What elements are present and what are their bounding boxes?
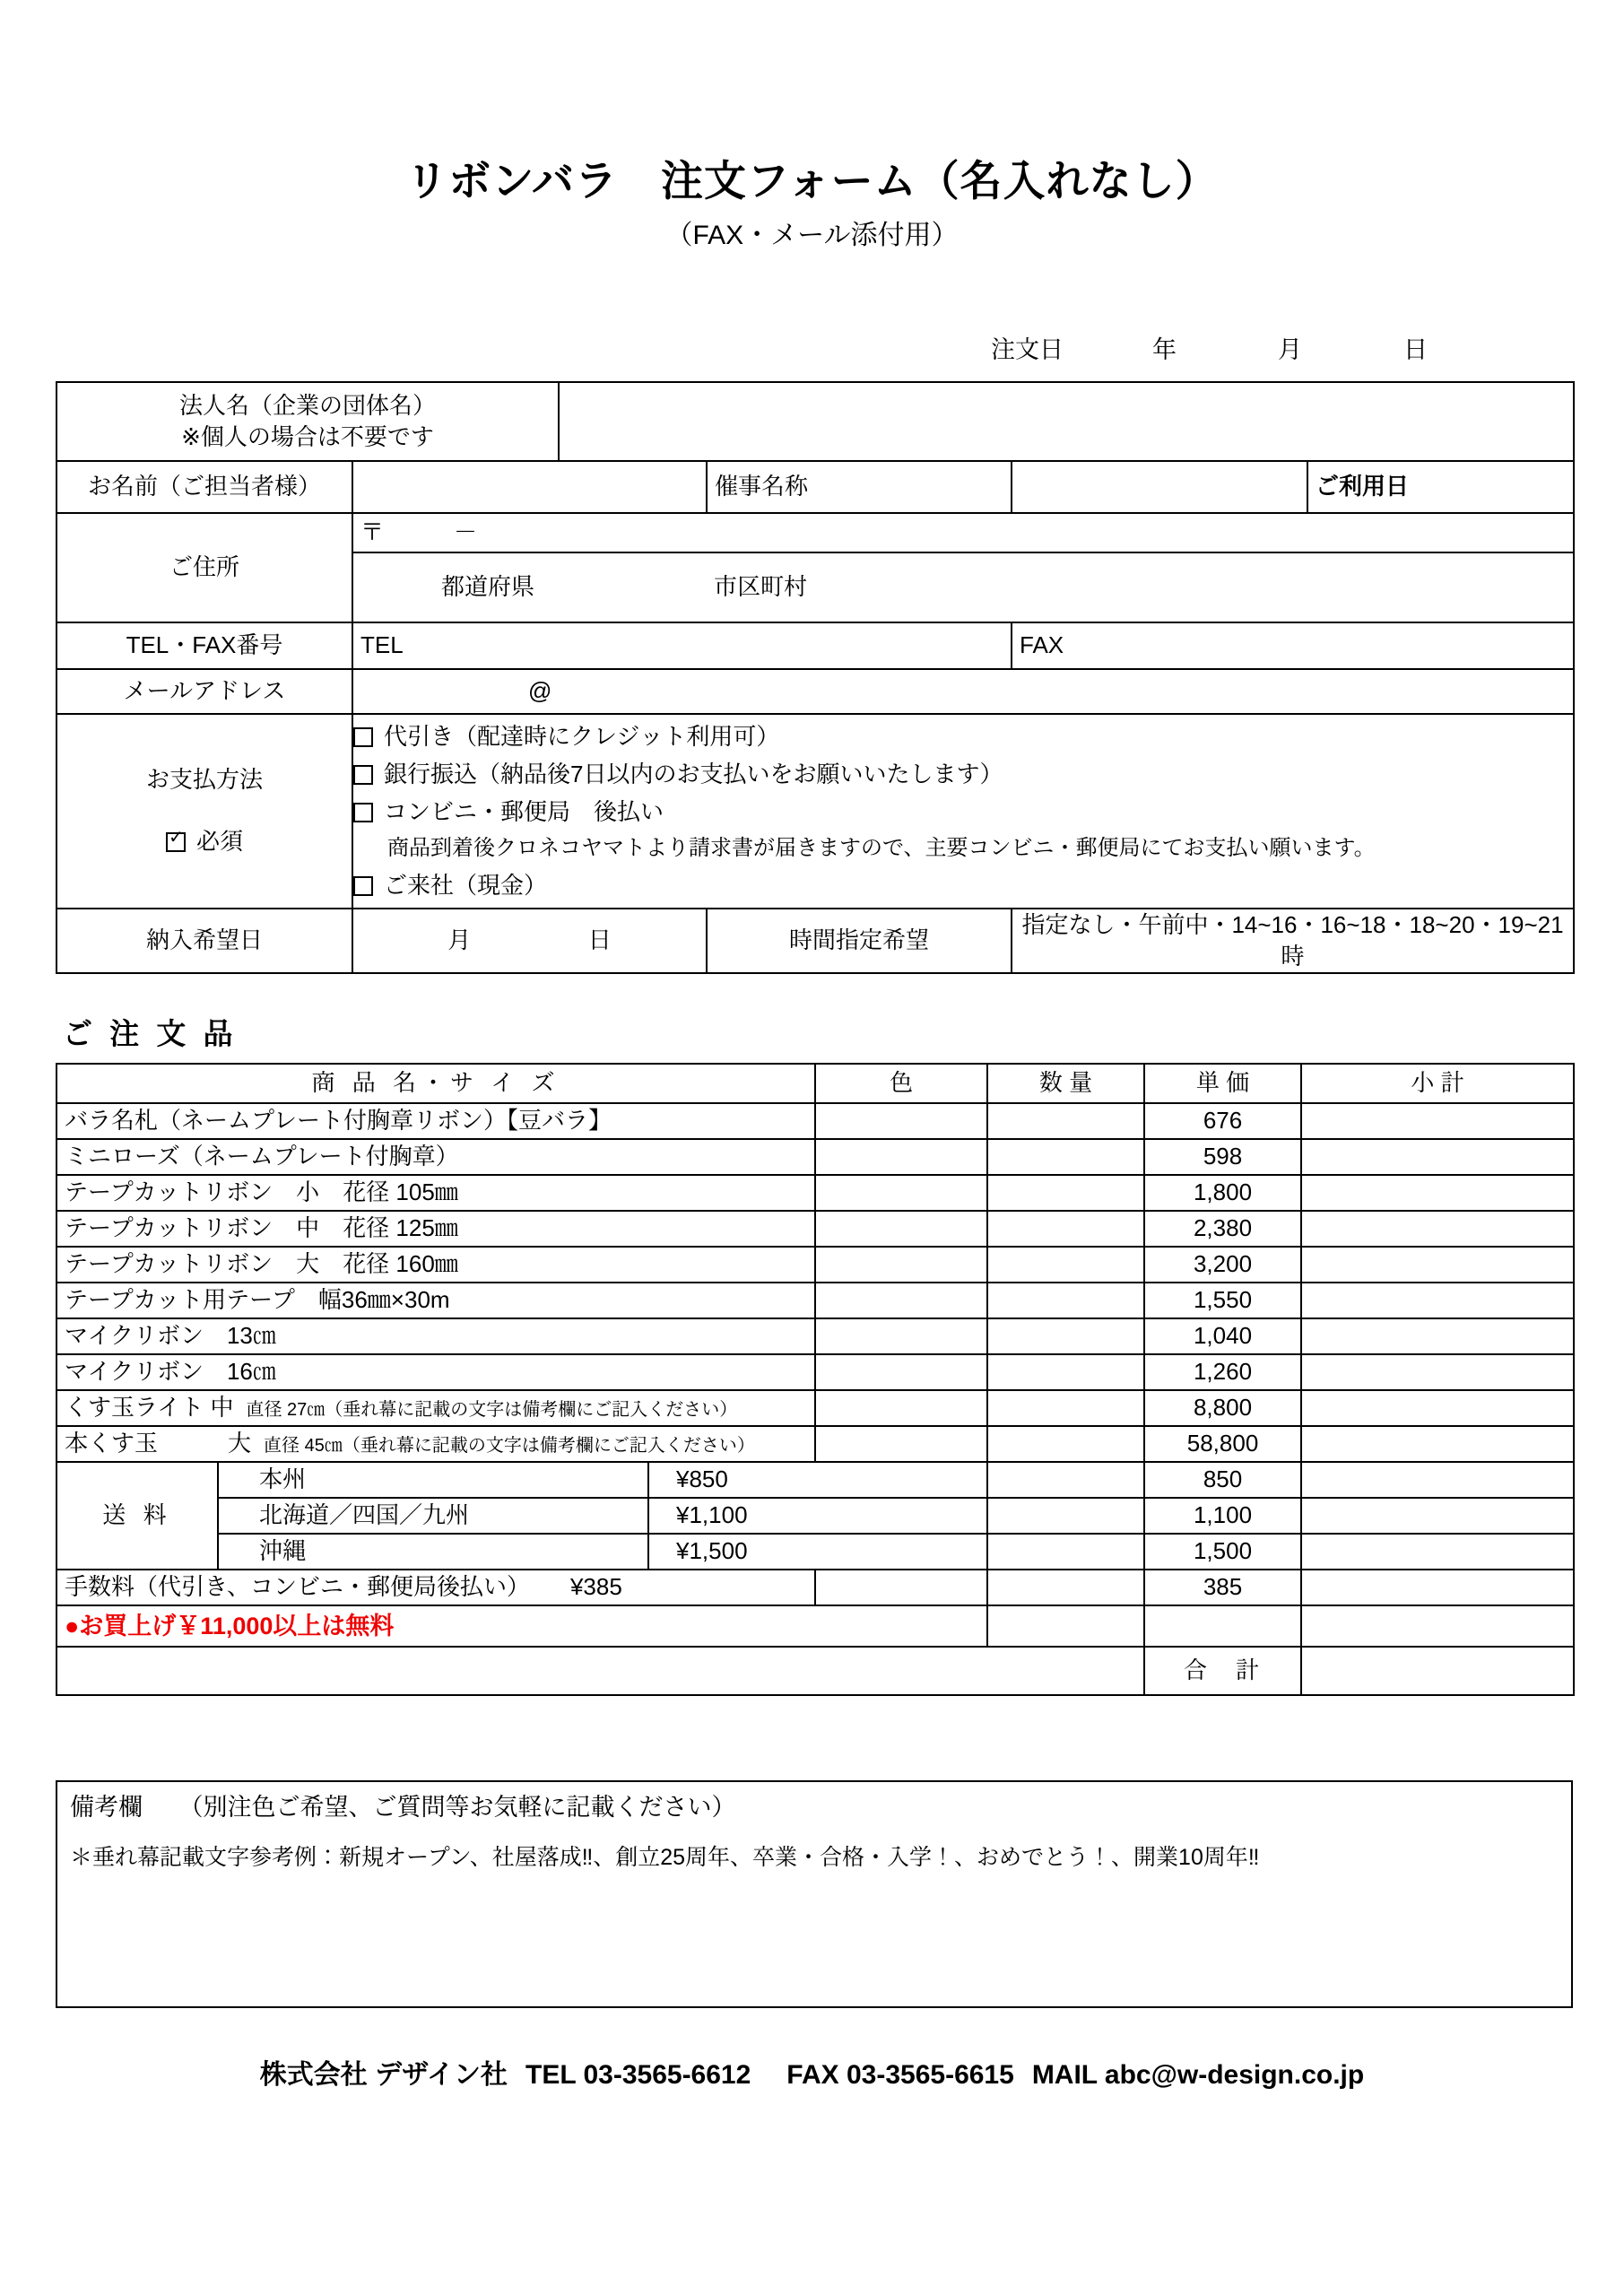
item-unitprice: 1,260 [1144, 1354, 1301, 1390]
address-city-hint: 市区町村 [714, 573, 808, 601]
item-unitprice: 2,380 [1144, 1211, 1301, 1247]
item-subtotal[interactable] [1301, 1103, 1574, 1139]
shipping-unitprice: 1,100 [1144, 1498, 1301, 1534]
table-row-item [56, 1283, 1574, 1318]
item-unitprice: 3,200 [1144, 1247, 1301, 1283]
item-name-sub: 直径 45㎝（垂れ幕に記載の文字は備考欄にご記入ください） [264, 1436, 755, 1457]
shipping-region: 北海道／四国／九州 [218, 1498, 648, 1534]
table-row-item [56, 1390, 1574, 1426]
order-date-year[interactable]: 年 [1152, 336, 1177, 363]
table-row-remarks [56, 1781, 1572, 2007]
shipping-qty[interactable] [987, 1534, 1144, 1570]
column-header-product: 商 品 名・サ イ ズ [56, 1064, 815, 1103]
order-date-label: 注文日 [991, 336, 1064, 363]
footer-company-name: 株式会社 デザイン社 [259, 2060, 508, 2090]
payment-options-cell [352, 714, 1574, 909]
order-date-line [991, 330, 1529, 365]
order-date-month[interactable]: 月 [1278, 336, 1302, 363]
table-row-item [56, 1318, 1574, 1354]
payment-label: お支払方法 [145, 766, 263, 794]
item-color[interactable] [815, 1426, 987, 1462]
column-header-qty: 数 量 [987, 1064, 1144, 1103]
event-name-label: 催事名称 [707, 461, 1012, 513]
table-row-item [56, 1211, 1574, 1247]
delivery-time-options[interactable]: 指定なし・午前中・14~16・16~18・18~20・19~21時 [1012, 909, 1574, 973]
table-row-delivery-date [56, 909, 1574, 973]
table-header-row [56, 1064, 1574, 1103]
payment-option-bank-transfer[interactable]: 銀行振込（納品後7日以内のお支払いをお願いいたします） [353, 759, 1573, 790]
item-color[interactable] [815, 1354, 987, 1390]
item-subtotal[interactable] [1301, 1247, 1574, 1283]
item-subtotal[interactable] [1301, 1426, 1574, 1462]
fee-subtotal[interactable] [1301, 1570, 1574, 1605]
item-color[interactable] [815, 1247, 987, 1283]
delivery-month: 月 [447, 926, 472, 954]
person-name-label: お名前（ご担当者様） [56, 461, 352, 513]
email-at-symbol: @ [528, 677, 552, 705]
item-qty[interactable] [987, 1283, 1144, 1318]
address-field[interactable] [352, 552, 1574, 622]
table-row-free-notice [56, 1605, 1574, 1647]
item-color[interactable] [815, 1211, 987, 1247]
notice-unitprice[interactable] [1144, 1605, 1301, 1647]
item-name: テープカットリボン 中 花径 125㎜ [56, 1211, 815, 1247]
item-unitprice: 1,550 [1144, 1283, 1301, 1318]
order-items-table [56, 1063, 1575, 1696]
item-qty[interactable] [987, 1318, 1144, 1354]
item-name: バラ名札（ネームプレート付胸章リボン）【豆バラ】 [56, 1103, 815, 1139]
telfax-label: TEL・FAX番号 [56, 622, 352, 669]
item-name-main: 本くす玉 大 [65, 1430, 252, 1457]
footer-mail: MAIL abc@w-design.co.jp [1031, 2060, 1365, 2090]
shipping-yen: ¥1,100 [648, 1498, 987, 1534]
address-label: ご住所 [56, 513, 352, 622]
item-unitprice: 676 [1144, 1103, 1301, 1139]
item-name-sub: 直径 27㎝（垂れ幕に記載の文字は備考欄にご記入ください） [246, 1400, 738, 1421]
event-name-field[interactable] [1012, 461, 1307, 513]
fee-qty[interactable] [987, 1570, 1144, 1605]
item-subtotal[interactable] [1301, 1318, 1574, 1354]
table-row-postal-code [56, 513, 1574, 552]
item-qty[interactable] [987, 1390, 1144, 1426]
shipping-region: 沖縄 [218, 1534, 648, 1570]
page-title: リボンバラ 注文フォーム（名入れなし） [405, 157, 1219, 204]
item-qty[interactable] [987, 1139, 1144, 1175]
footer-contact [0, 2052, 1624, 2092]
order-date-day[interactable]: 日 [1403, 336, 1428, 363]
checkbox-icon[interactable] [353, 727, 373, 747]
item-subtotal[interactable] [1301, 1139, 1574, 1175]
shipping-label: 送 料 [56, 1462, 218, 1570]
payment-konbini-note: 商品到着後クロネコヤマトより請求書が届きますので、主要コンビニ・郵便局にてお支払い願います。 [387, 836, 1376, 861]
shipping-qty[interactable] [987, 1462, 1144, 1498]
shipping-unitprice: 850 [1144, 1462, 1301, 1498]
checkbox-icon[interactable] [353, 803, 373, 822]
items-section-heading: ご 注 文 品 [63, 1017, 238, 1050]
use-date-label: ご利用日 [1307, 461, 1574, 513]
fax-field[interactable]: FAX [1012, 622, 1574, 669]
table-row-corporate-name [56, 382, 1574, 461]
table-row-item [56, 1175, 1574, 1211]
table-row-person-name [56, 461, 1574, 513]
item-name: マイクリボン 16㎝ [56, 1354, 815, 1390]
tel-field[interactable]: TEL [352, 622, 1012, 669]
remarks-label: 備考欄 （別注色ご希望、ご質問等お気軽に記載ください） [70, 1794, 736, 1821]
corporate-name-label: 法人名（企業の団体名） ※個人の場合は不要です [56, 382, 559, 461]
item-color[interactable] [815, 1318, 987, 1354]
payment-label-cell [56, 714, 352, 909]
notice-subtotal[interactable] [1301, 1605, 1574, 1647]
delivery-day: 日 [587, 926, 612, 954]
item-unitprice: 58,800 [1144, 1426, 1301, 1462]
item-color[interactable] [815, 1175, 987, 1211]
remarks-example: ＊垂れ幕記載文字参考例：新規オープン、社屋落成‼、創立25周年、卒業・合格・入学！、おめでとう！、開業10周年‼ [70, 1845, 1260, 1871]
item-name: マイクリボン 13㎝ [56, 1318, 815, 1354]
column-header-unitprice: 単 価 [1144, 1064, 1301, 1103]
table-row-item [56, 1139, 1574, 1175]
fee-label: 手数料（代引き、コンビニ・郵便局後払い） [65, 1573, 530, 1601]
column-header-color: 色 [815, 1064, 987, 1103]
shipping-subtotal[interactable] [1301, 1534, 1574, 1570]
table-row-telfax [56, 622, 1574, 669]
shipping-yen: ¥1,500 [648, 1534, 987, 1570]
total-blank [56, 1647, 1144, 1695]
delivery-date-field[interactable] [352, 909, 707, 973]
item-name [56, 1426, 815, 1462]
delivery-time-label: 時間指定希望 [707, 909, 1012, 973]
fee-color[interactable] [815, 1570, 987, 1605]
table-row-total [56, 1647, 1574, 1695]
email-field[interactable] [352, 669, 1574, 714]
table-row-shipping [56, 1498, 1574, 1534]
page-subtitle: （FAX・メール添付用） [665, 221, 959, 250]
table-row-payment [56, 714, 1574, 909]
item-qty[interactable] [987, 1354, 1144, 1390]
footer-tel: TEL 03-3565-6612 [525, 2060, 751, 2090]
payment-option-konbini[interactable]: コンビニ・郵便局 後払い [353, 796, 1573, 828]
item-unitprice: 1,040 [1144, 1318, 1301, 1354]
item-qty[interactable] [987, 1103, 1144, 1139]
item-name: テープカットリボン 大 花径 160㎜ [56, 1247, 815, 1283]
table-row-item [56, 1247, 1574, 1283]
checkbox-icon[interactable] [353, 876, 373, 896]
footer-fax: FAX 03-3565-6615 [786, 2060, 1014, 2090]
shipping-yen: ¥850 [648, 1462, 987, 1498]
table-row-shipping [56, 1462, 1574, 1498]
item-qty[interactable] [987, 1247, 1144, 1283]
item-color[interactable] [815, 1283, 987, 1318]
free-shipping-notice: ●お買上げ￥11,000以上は無料 [56, 1605, 987, 1647]
table-row-shipping [56, 1534, 1574, 1570]
remarks-table [56, 1780, 1573, 2008]
item-name: ミニローズ（ネームプレート付胸章） [56, 1139, 815, 1175]
fee-unitprice: 385 [1144, 1570, 1301, 1605]
remarks-cell[interactable] [56, 1781, 1572, 2007]
item-qty[interactable] [987, 1211, 1144, 1247]
item-name: テープカットリボン 小 花径 105㎜ [56, 1175, 815, 1211]
corporate-name-field[interactable] [559, 382, 1574, 461]
item-unitprice: 1,800 [1144, 1175, 1301, 1211]
person-name-field[interactable] [352, 461, 707, 513]
table-row-item [56, 1354, 1574, 1390]
required-checkbox-icon [166, 832, 186, 852]
email-label: メールアドレス [56, 669, 352, 714]
total-value[interactable] [1301, 1647, 1574, 1695]
item-qty[interactable] [987, 1426, 1144, 1462]
shipping-unitprice: 1,500 [1144, 1534, 1301, 1570]
shipping-qty[interactable] [987, 1498, 1144, 1534]
item-subtotal[interactable] [1301, 1175, 1574, 1211]
table-row-email [56, 669, 1574, 714]
checkbox-icon[interactable] [353, 765, 373, 785]
fee-yen: ¥385 [569, 1573, 622, 1601]
shipping-region: 本州 [218, 1462, 648, 1498]
table-row-handling-fee [56, 1570, 1574, 1605]
shipping-subtotal[interactable] [1301, 1462, 1574, 1498]
item-subtotal[interactable] [1301, 1354, 1574, 1390]
notice-qty[interactable] [987, 1605, 1144, 1647]
item-color[interactable] [815, 1103, 987, 1139]
payment-option-cod[interactable]: 代引き（配達時にクレジット利用可） [353, 721, 1573, 752]
total-label: 合 計 [1144, 1647, 1301, 1695]
item-unitprice: 598 [1144, 1139, 1301, 1175]
payment-required: ✓必須 [57, 826, 352, 857]
delivery-date-label: 納入希望日 [56, 909, 352, 973]
item-name [56, 1390, 815, 1426]
item-qty[interactable] [987, 1175, 1144, 1211]
item-subtotal[interactable] [1301, 1390, 1574, 1426]
item-color[interactable] [815, 1139, 987, 1175]
item-color[interactable] [815, 1390, 987, 1426]
item-subtotal[interactable] [1301, 1211, 1574, 1247]
item-subtotal[interactable] [1301, 1283, 1574, 1318]
column-header-subtotal: 小 計 [1301, 1064, 1574, 1103]
item-unitprice: 8,800 [1144, 1390, 1301, 1426]
table-row-item [56, 1426, 1574, 1462]
item-name: テープカット用テープ 幅36㎜×30m [56, 1283, 815, 1318]
payment-option-visit-cash[interactable]: ご来社（現金） [353, 870, 1573, 901]
fee-label-cell [56, 1570, 815, 1605]
customer-info-table [56, 381, 1575, 974]
table-row-item [56, 1103, 1574, 1139]
shipping-subtotal[interactable] [1301, 1498, 1574, 1534]
item-name-main: くす玉ライト 中 [65, 1394, 234, 1422]
address-prefecture-hint: 都道府県 [441, 573, 535, 601]
postal-code-field[interactable]: 〒 － [352, 513, 1574, 552]
